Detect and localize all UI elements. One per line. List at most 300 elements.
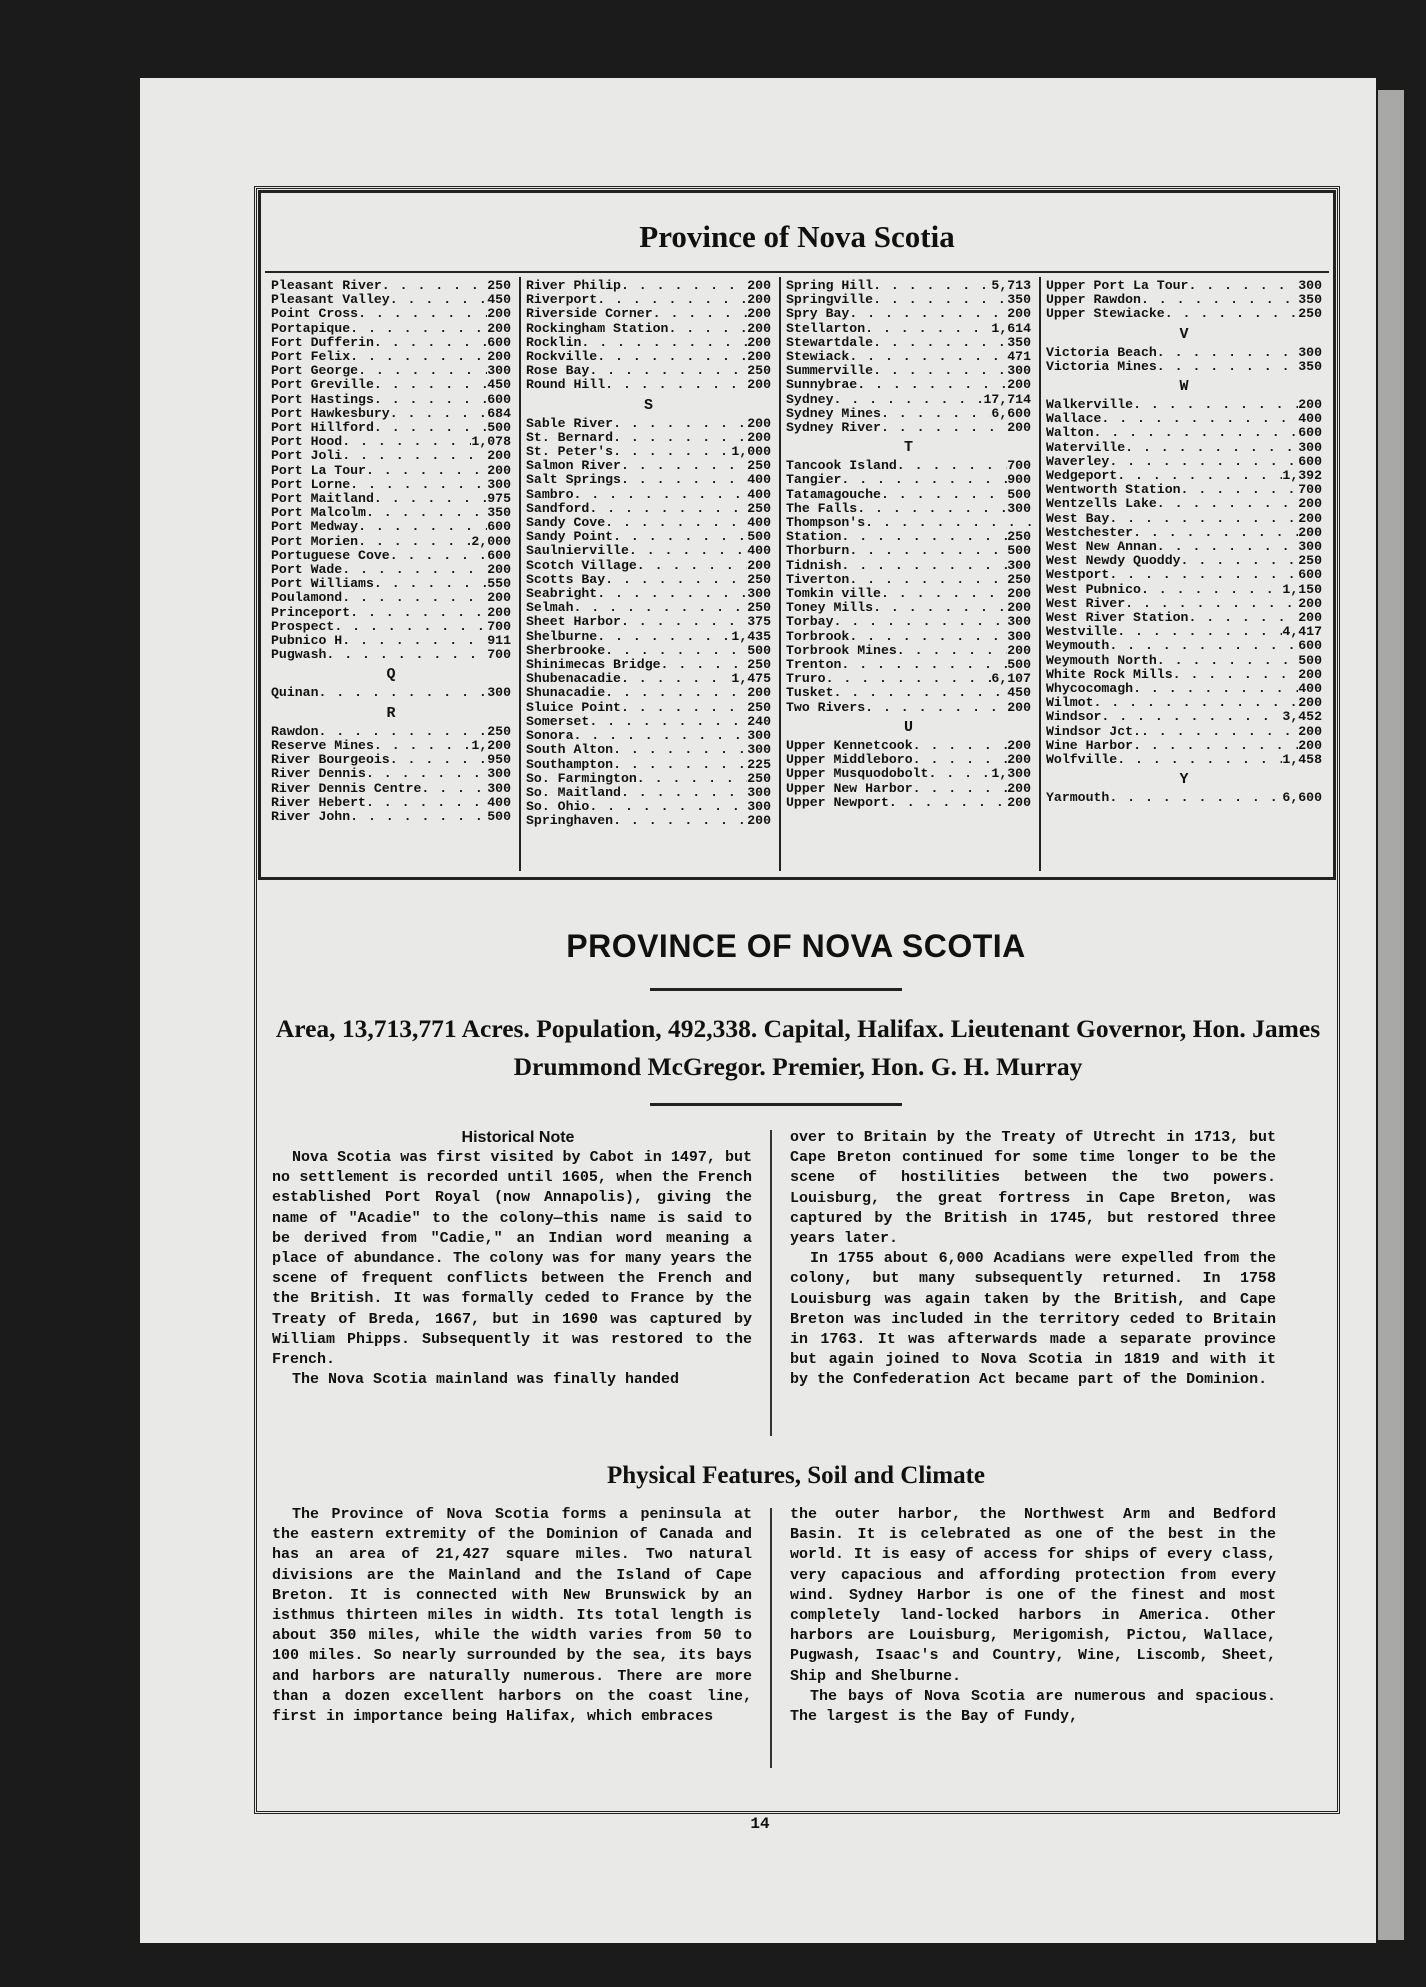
population-value: 4,417 [1282,625,1322,640]
table-row [786,644,1031,658]
place-name: The Falls [786,501,858,516]
leader-dots [350,322,487,336]
population-value: 250 [1298,554,1322,569]
leader-dots [841,559,1007,573]
population-value: 500 [747,530,771,545]
leader-dots [374,492,487,506]
population-value: 300 [747,729,771,744]
table-row [1046,540,1322,554]
table-row [1046,398,1322,412]
leader-dots [1133,682,1298,696]
leader-dots [350,350,487,364]
place-name: Rocklin [526,335,582,350]
table-title: Province of Nova Scotia [639,219,955,254]
place-name: Quinan [271,686,319,701]
place-name: Rawdon [271,724,319,739]
leader-dots [833,686,1007,700]
place-name: Summerville [786,364,874,379]
table-row [271,322,511,336]
place-name: Rose Bay [526,364,590,379]
leader-dots [589,502,747,516]
physical-features-left [272,1505,752,1727]
place-name: Torbrook Mines [786,643,897,658]
population-value: 200 [747,558,771,573]
leader-dots [1157,360,1298,374]
table-row [526,743,771,757]
leader-dots [928,767,991,781]
leader-dots [873,293,1007,307]
leader-dots [629,544,747,558]
table-row [271,350,511,364]
leader-dots [1117,753,1282,767]
population-value: 600 [1298,454,1322,469]
population-value: 200 [747,321,771,336]
place-name: River John [271,809,351,824]
page-edge [1378,90,1404,1940]
population-value: 350 [1298,293,1322,308]
leader-dots [881,421,1007,435]
table-row [526,431,771,445]
place-name: Wentworth Station [1046,483,1181,498]
table-row [786,544,1031,558]
table-row [1046,583,1322,597]
leader-dots [374,378,487,392]
table-row [271,535,511,549]
population-value: 500 [487,809,511,824]
place-name: River Dennis [271,767,366,782]
leader-dots [897,459,1007,473]
place-name: Sydney Mines [786,406,881,421]
population-value: 300 [1007,615,1031,630]
population-value: 200 [747,430,771,445]
leader-dots [865,322,991,336]
place-name: River Philip [526,279,621,293]
place-name: White Rock Mills [1046,667,1173,682]
place-name: Port Hood [271,435,343,450]
place-name: Port Lorne [271,477,351,492]
leader-dots [605,686,747,700]
population-value: 300 [1007,501,1031,516]
population-value: 200 [487,350,511,365]
population-value: 600 [1298,639,1322,654]
leader-dots [1141,725,1298,739]
place-name: So. Maitland [526,785,621,800]
leader-dots [897,644,1007,658]
population-value: 200 [487,449,511,464]
population-value: 450 [487,378,511,393]
table-row [526,573,771,587]
table-row [786,421,1031,435]
place-name: Whycocomagh [1046,682,1134,697]
table-row [1046,307,1322,321]
place-name: Sandy Cove [526,516,606,531]
leader-dots [826,672,992,686]
page-number: 14 [750,1815,770,1833]
place-name: Port Felix [271,350,351,365]
place-name: River Bourgeois [271,753,390,768]
leader-dots [841,530,1007,544]
place-name: Walkerville [1046,398,1134,413]
population-value: 500 [487,421,511,436]
table-row [786,393,1031,407]
population-value: 600 [487,392,511,407]
leader-dots [613,445,731,459]
population-value: 200 [487,605,511,620]
table-row [271,591,511,605]
table-row [271,506,511,520]
place-name: Spry Bay [786,307,850,322]
table-row [1046,483,1322,497]
table-row [1046,725,1322,739]
population-value: 200 [487,321,511,336]
leader-dots [613,530,747,544]
table-row [1046,668,1322,682]
leader-dots [597,587,747,601]
place-name: River Dennis Centre [271,781,422,796]
place-name: Windsor [1046,710,1102,725]
place-name: Victoria Mines [1046,359,1157,374]
population-value: 5,713 [991,279,1031,293]
population-value: 400 [1298,682,1322,697]
leader-dots [597,630,731,644]
place-name: Wine Harbor [1046,738,1134,753]
leader-dots [605,516,747,530]
table-row [1046,554,1322,568]
leader-dots [668,322,747,336]
population-value: 200 [487,563,511,578]
population-value: 200 [747,279,771,293]
place-name: Shinimecas Bridge [526,658,661,673]
place-name: Riverside Corner [526,307,653,322]
leader-dots [913,782,1008,796]
population-value: 250 [487,724,511,739]
population-value: 250 [747,601,771,616]
leader-dots [1141,293,1298,307]
population-value: 250 [487,279,511,293]
leader-dots [358,520,487,534]
place-name: Portuguese Cove [271,548,390,563]
place-name: Port Greville [271,378,374,393]
table-row [526,516,771,530]
population-value: 1,614 [991,321,1031,336]
table-row [271,686,511,700]
place-name: Station [786,530,842,545]
place-name: Selmah [526,601,574,616]
place-name: Wolfville [1046,753,1118,768]
table-row [526,701,771,715]
place-name: Springhaven [526,814,614,829]
population-value: 200 [1007,587,1031,602]
leader-dots [849,544,1007,558]
place-name: Prospect [271,619,335,634]
population-value: 250 [747,364,771,379]
leader-dots [350,606,487,620]
population-value: 600 [487,520,511,535]
table-row [786,796,1031,810]
leader-dots [1109,512,1298,526]
place-name: Sandy Point [526,530,614,545]
leader-dots [573,729,747,743]
leader-dots [1188,279,1298,293]
table-row [271,753,511,767]
place-name: Wallace [1046,412,1102,427]
place-name: Stewiack [786,350,850,365]
leader-dots [1109,791,1282,805]
population-value: 200 [747,416,771,431]
population-value: 300 [747,587,771,602]
place-name: Somerset [526,714,590,729]
table-row [271,464,511,478]
table-row [786,601,1031,615]
table-row [786,686,1031,700]
leader-dots [841,658,1007,672]
place-name: Port Maitland [271,492,374,507]
table-row [526,644,771,658]
population-value: 200 [1298,724,1322,739]
table-row [786,587,1031,601]
leader-dots [342,563,487,577]
table-row [526,488,771,502]
table-column-4 [1046,279,1322,869]
paragraph: over to Britain by the Treaty of Utrecht in 1713, but Cape Breton continued for some time longer to be the scene of hostilities between the two powers. Louisburg, the great fortress in Cape Breton, was captured by the British in 1745, but restored three years later. [790,1129,1276,1248]
place-name: Reserve Mines [271,738,374,753]
table-row [1046,279,1322,293]
population-value: 6,600 [991,406,1031,421]
population-value: 600 [487,335,511,350]
place-name: Torbay [786,615,834,630]
table-row [1046,568,1322,582]
place-name: Tomkin ville [786,587,881,602]
table-row [1046,654,1322,668]
place-name: Riverport [526,293,598,308]
table-row [786,350,1031,364]
table-row [526,378,771,392]
population-value: 300 [747,785,771,800]
table-row [786,407,1031,421]
table-row [786,488,1031,502]
population-value: 250 [747,459,771,474]
place-name: Upper Stewiacke [1046,307,1165,322]
population-value: 200 [1298,398,1322,413]
population-value: 200 [1298,511,1322,526]
table-row [786,767,1031,781]
population-value: 1,300 [991,767,1031,782]
table-row [526,530,771,544]
population-value: 975 [487,492,511,507]
population-value: 200 [1298,738,1322,753]
leader-dots [613,814,747,828]
leader-dots [1141,583,1282,597]
leader-dots [374,336,487,350]
table-row [1046,710,1322,724]
table-row [786,782,1031,796]
place-name: Stellarton [786,321,866,336]
leader-dots [833,615,1007,629]
leader-dots [390,549,488,563]
population-value: 300 [487,781,511,796]
place-name: St. Bernard [526,430,614,445]
place-population-table [258,190,1336,880]
section-letter: Y [1179,771,1189,789]
population-value: 300 [487,686,511,701]
table-row [526,350,771,364]
table-row [271,725,511,739]
place-name: Shubenacadie [526,672,621,687]
table-row [786,615,1031,629]
place-name: Sydney [786,392,834,407]
leader-dots [857,502,1007,516]
leader-dots [421,782,487,796]
leader-dots [1157,540,1298,554]
population-value: 200 [1007,601,1031,616]
population-value: 600 [487,548,511,563]
leader-dots [342,435,471,449]
heading-rule [650,988,902,991]
table-row [271,393,511,407]
table-row [1046,753,1322,767]
leader-dots [366,796,487,810]
place-name: Port La Tour [271,463,366,478]
population-value: 1,435 [731,629,771,644]
leader-dots [621,701,747,715]
table-row [1046,611,1322,625]
population-value: 200 [1298,497,1322,512]
table-row [1046,455,1322,469]
place-name: Shunacadie [526,686,606,701]
table-row [271,364,511,378]
place-name: Shelburne [526,629,598,644]
table-row [786,630,1031,644]
population-value: 300 [1298,440,1322,455]
table-row [526,307,771,321]
place-name: West Newdy Quoddy [1046,554,1181,569]
place-name: Trenton [786,658,842,673]
population-value: 400 [747,544,771,559]
place-name: Waterville [1046,440,1126,455]
population-value: 471 [1007,350,1031,365]
place-name: Port Morien [271,534,359,549]
column-divider [779,277,781,871]
leader-dots [390,753,488,767]
table-row [786,672,1031,686]
table-row [1046,441,1322,455]
column-divider [770,1130,772,1436]
leader-dots [1133,526,1298,540]
leader-dots [653,307,748,321]
place-name: Stewartdale [786,335,874,350]
column-divider [519,277,521,871]
place-name: Seabright [526,587,598,602]
place-name: Sonora [526,729,574,744]
leader-dots [1093,696,1298,710]
leader-dots [1165,307,1299,321]
place-name: Spring Hill [786,279,874,293]
table-row [526,293,771,307]
column-divider [770,1508,772,1768]
table-row [271,336,511,350]
table-row [271,810,511,824]
population-value: 200 [1007,643,1031,658]
population-value: 500 [1298,653,1322,668]
leader-dots [865,516,1031,530]
place-name: Upper Rawdon [1046,293,1141,308]
paragraph: The Province of Nova Scotia forms a peninsula at the eastern extremity of the Dominion of Canada and has an area of 21,427 square miles. Two natural divisions are the Mainland and the Island of Cape Breton. It is connected with New Brunswick by an isthmus thirteen miles in width. Its total length is about 350 miles, while the width varies from 50 to 100 miles. So nearly surrounded by the sea, its bays and harbors are naturally numerous. There are more than a dozen excellent harbors on the coast line, first in importance being Halifax, which embraces [272,1506,752,1726]
leader-dots [589,800,747,814]
physical-features-right [790,1505,1276,1727]
place-name: Toney Mills [786,601,874,616]
place-name: Upper Port La Tour [1046,279,1189,293]
leader-dots [605,644,747,658]
population-value: 500 [747,643,771,658]
population-value: 350 [1007,335,1031,350]
leader-dots [374,393,487,407]
population-value: 200 [1007,795,1031,810]
population-value: 200 [1298,525,1322,540]
place-name: Poulamond [271,591,343,606]
population-value: 200 [747,378,771,393]
place-name: Tatamagouche [786,487,881,502]
population-value: 200 [1007,753,1031,768]
table-row [526,279,771,293]
leader-dots [366,464,487,478]
population-value: 1,475 [731,672,771,687]
place-name: Windsor Jct. [1046,724,1141,739]
table-row [526,544,771,558]
population-value: 300 [487,767,511,782]
table-row [526,814,771,828]
place-name: Sambro [526,487,574,502]
leader-dots [873,336,1007,350]
population-value: 200 [1298,596,1322,611]
leader-dots [374,577,487,591]
population-value: 350 [1007,293,1031,308]
table-row [526,615,771,629]
population-value: 17,714 [983,392,1031,407]
table-row [271,492,511,506]
place-name: Tangier [786,473,842,488]
leader-dots [350,478,487,492]
place-name: West River Station [1046,611,1189,626]
place-name: Pleasant River [271,279,382,293]
table-row [271,293,511,307]
leader-dots [342,591,487,605]
leader-dots [889,796,1007,810]
population-value: 300 [1298,540,1322,555]
population-value: 300 [747,743,771,758]
table-row [271,739,511,753]
section-letter: S [643,396,653,414]
leader-dots [1109,639,1298,653]
table-row [271,435,511,449]
place-name: Upper New Harbor [786,781,913,796]
leader-dots [1093,426,1298,440]
place-name: Pugwash [271,648,327,663]
population-value: 700 [1007,459,1031,474]
leader-dots [849,307,1007,321]
table-row [271,648,511,662]
place-name: West River [1046,596,1126,611]
population-value: 400 [487,795,511,810]
table-row [526,672,771,686]
place-name: Saulnierville [526,544,629,559]
column-divider [1039,277,1041,871]
population-value: 225 [747,757,771,772]
place-name: Point Cross [271,307,359,322]
population-value: 200 [1007,307,1031,322]
population-value: 200 [1007,378,1031,393]
place-name: Tusket [786,686,834,701]
table-row [271,767,511,781]
